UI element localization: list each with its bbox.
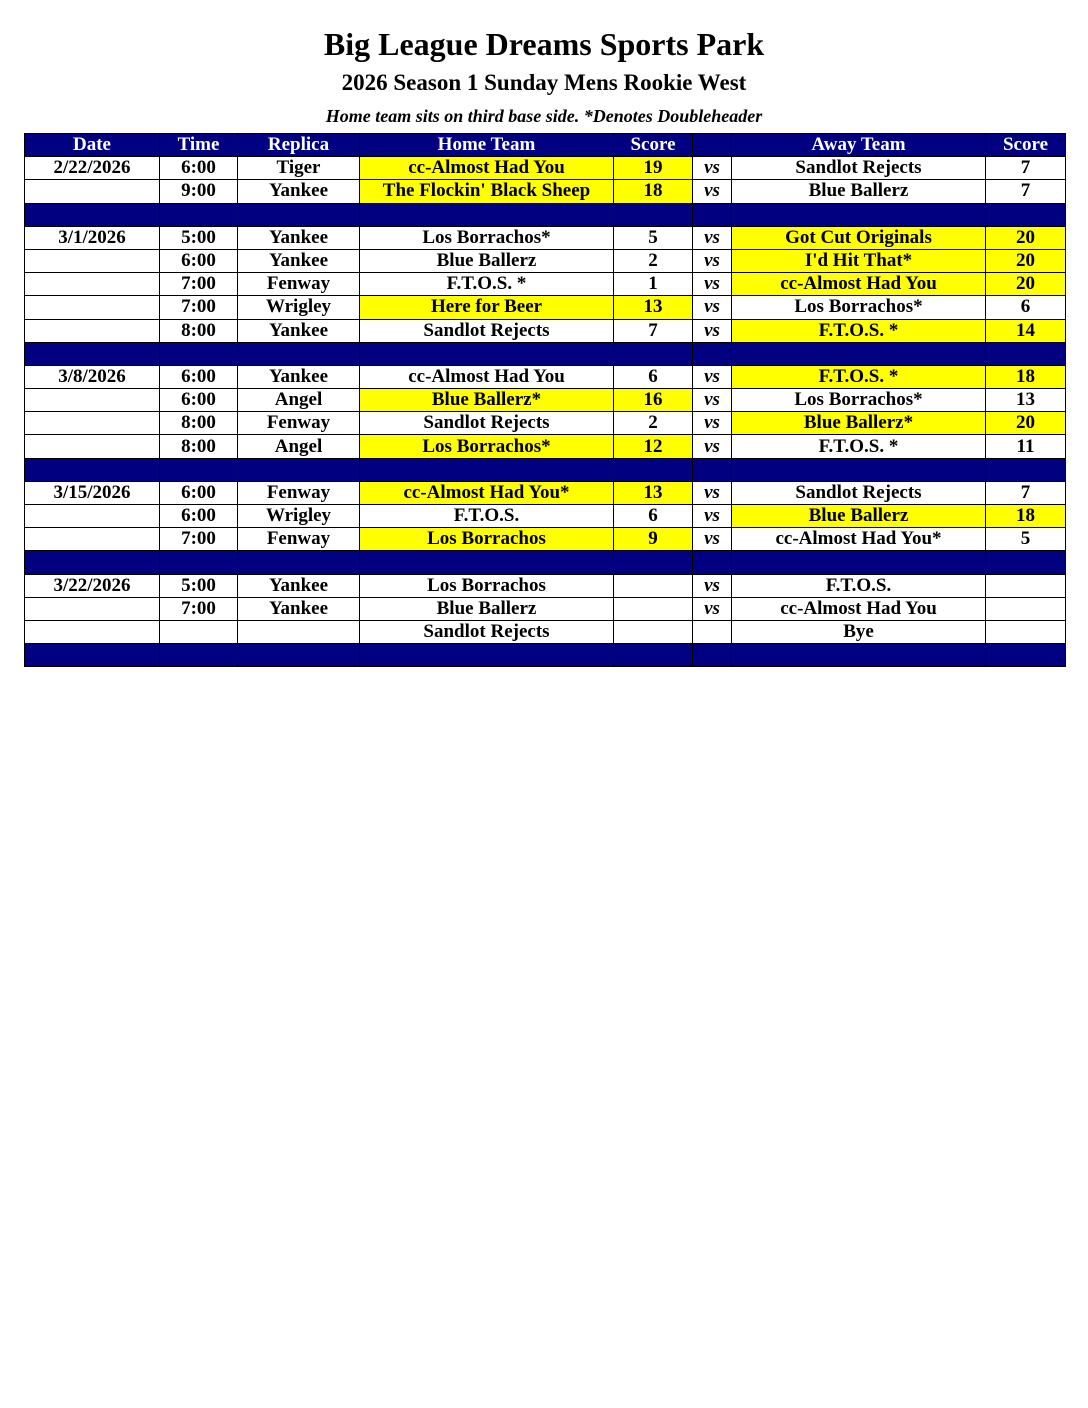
separator-cell — [25, 342, 160, 365]
cell-away-team: Blue Ballerz — [732, 180, 986, 203]
separator-cell — [986, 458, 1066, 481]
cell-home-team: Sandlot Rejects — [360, 319, 614, 342]
separator-cell — [160, 342, 238, 365]
cell-time: 5:00 — [160, 226, 238, 249]
separator-cell — [238, 458, 360, 481]
cell-away-score: 20 — [986, 273, 1066, 296]
cell-replica: Yankee — [238, 597, 360, 620]
game-row — [25, 528, 1066, 551]
game-row — [25, 157, 1066, 180]
separator-cell — [693, 644, 732, 667]
separator-cell — [238, 203, 360, 226]
cell-home-score: 19 — [614, 157, 693, 180]
cell-home-team: Sandlot Rejects — [360, 620, 614, 643]
separator-cell — [160, 458, 238, 481]
cell-away-team: cc-Almost Had You — [732, 273, 986, 296]
cell-away-team: cc-Almost Had You — [732, 597, 986, 620]
separator-cell — [614, 551, 693, 574]
cell-vs: vs — [693, 597, 732, 620]
cell-replica: Fenway — [238, 273, 360, 296]
cell-away-score: 7 — [986, 180, 1066, 203]
header-home-team: Home Team — [360, 134, 614, 157]
cell-home-team: F.T.O.S. * — [360, 273, 614, 296]
separator-cell — [732, 458, 986, 481]
cell-away-score: 11 — [986, 435, 1066, 458]
cell-replica — [238, 620, 360, 643]
header-time: Time — [160, 134, 238, 157]
game-row — [25, 435, 1066, 458]
game-row — [25, 597, 1066, 620]
cell-time: 7:00 — [160, 296, 238, 319]
cell-home-score — [614, 597, 693, 620]
cell-home-score: 12 — [614, 435, 693, 458]
separator-cell — [732, 644, 986, 667]
game-row — [25, 319, 1066, 342]
cell-home-team: cc-Almost Had You — [360, 365, 614, 388]
cell-home-score: 2 — [614, 412, 693, 435]
cell-replica: Yankee — [238, 180, 360, 203]
cell-vs — [693, 620, 732, 643]
separator-row — [25, 342, 1066, 365]
separator-cell — [614, 203, 693, 226]
cell-time: 6:00 — [160, 157, 238, 180]
cell-date: 3/1/2026 — [25, 226, 160, 249]
separator-cell — [693, 458, 732, 481]
cell-replica: Fenway — [238, 528, 360, 551]
header-date: Date — [25, 134, 160, 157]
separator-cell — [160, 644, 238, 667]
cell-away-score — [986, 597, 1066, 620]
header-replica: Replica — [238, 134, 360, 157]
cell-time: 8:00 — [160, 435, 238, 458]
cell-home-team: Blue Ballerz* — [360, 389, 614, 412]
game-row — [25, 226, 1066, 249]
cell-time — [160, 620, 238, 643]
cell-away-score: 7 — [986, 481, 1066, 504]
separator-cell — [614, 458, 693, 481]
cell-date — [25, 273, 160, 296]
cell-away-score: 20 — [986, 226, 1066, 249]
cell-time: 6:00 — [160, 389, 238, 412]
cell-away-team: F.T.O.S. * — [732, 365, 986, 388]
schedule-table — [24, 133, 1066, 667]
separator-cell — [693, 203, 732, 226]
cell-away-team: Blue Ballerz — [732, 505, 986, 528]
cell-home-score: 13 — [614, 296, 693, 319]
cell-home-score: 1 — [614, 273, 693, 296]
cell-away-score: 20 — [986, 249, 1066, 272]
cell-home-team: Los Borrachos — [360, 528, 614, 551]
separator-cell — [238, 342, 360, 365]
page-title: Big League Dreams Sports Park — [323, 26, 765, 62]
separator-cell — [732, 551, 986, 574]
cell-date — [25, 597, 160, 620]
cell-away-team: F.T.O.S. * — [732, 435, 986, 458]
cell-date — [25, 389, 160, 412]
cell-home-score: 16 — [614, 389, 693, 412]
separator-cell — [25, 458, 160, 481]
game-row — [25, 296, 1066, 319]
cell-away-score: 6 — [986, 296, 1066, 319]
cell-home-score: 6 — [614, 365, 693, 388]
cell-replica: Wrigley — [238, 296, 360, 319]
separator-cell — [693, 551, 732, 574]
cell-vs: vs — [693, 249, 732, 272]
cell-away-score — [986, 574, 1066, 597]
cell-vs: vs — [693, 157, 732, 180]
cell-date: 3/22/2026 — [25, 574, 160, 597]
cell-away-score: 18 — [986, 505, 1066, 528]
page-subtitle: 2026 Season 1 Sunday Mens Rookie West — [341, 70, 747, 95]
cell-replica: Yankee — [238, 319, 360, 342]
cell-date — [25, 180, 160, 203]
game-row — [25, 620, 1066, 643]
cell-home-score: 9 — [614, 528, 693, 551]
schedule-note: Home team sits on third base side. *Denotes Doubleheader — [325, 106, 763, 126]
cell-home-score: 5 — [614, 226, 693, 249]
cell-away-team: F.T.O.S. * — [732, 319, 986, 342]
cell-vs: vs — [693, 481, 732, 504]
game-row — [25, 365, 1066, 388]
game-row — [25, 180, 1066, 203]
separator-cell — [732, 342, 986, 365]
cell-date: 3/8/2026 — [25, 365, 160, 388]
cell-replica: Wrigley — [238, 505, 360, 528]
cell-vs: vs — [693, 296, 732, 319]
cell-home-team: Los Borrachos* — [360, 226, 614, 249]
cell-away-team: cc-Almost Had You* — [732, 528, 986, 551]
separator-row — [25, 203, 1066, 226]
cell-home-team: The Flockin' Black Sheep — [360, 180, 614, 203]
cell-vs: vs — [693, 528, 732, 551]
cell-time: 8:00 — [160, 319, 238, 342]
cell-date — [25, 296, 160, 319]
separator-cell — [25, 203, 160, 226]
separator-cell — [238, 644, 360, 667]
cell-time: 6:00 — [160, 481, 238, 504]
game-row — [25, 412, 1066, 435]
game-row — [25, 481, 1066, 504]
cell-away-score: 14 — [986, 319, 1066, 342]
header-row — [25, 134, 1066, 157]
separator-cell — [360, 342, 614, 365]
game-row — [25, 505, 1066, 528]
header-away-score: Score — [986, 134, 1066, 157]
cell-replica: Yankee — [238, 249, 360, 272]
cell-home-team: Los Borrachos* — [360, 435, 614, 458]
separator-cell — [25, 644, 160, 667]
cell-home-score: 13 — [614, 481, 693, 504]
separator-cell — [160, 203, 238, 226]
cell-time: 6:00 — [160, 365, 238, 388]
cell-home-score: 7 — [614, 319, 693, 342]
cell-away-team: Sandlot Rejects — [732, 481, 986, 504]
game-row — [25, 273, 1066, 296]
cell-home-score — [614, 620, 693, 643]
cell-time: 7:00 — [160, 528, 238, 551]
separator-cell — [693, 342, 732, 365]
separator-cell — [986, 203, 1066, 226]
game-row — [25, 389, 1066, 412]
cell-away-team: Sandlot Rejects — [732, 157, 986, 180]
cell-replica: Angel — [238, 435, 360, 458]
cell-replica: Angel — [238, 389, 360, 412]
separator-cell — [614, 342, 693, 365]
separator-row — [25, 458, 1066, 481]
separator-cell — [360, 644, 614, 667]
cell-vs: vs — [693, 365, 732, 388]
cell-vs: vs — [693, 505, 732, 528]
cell-away-score: 13 — [986, 389, 1066, 412]
cell-vs: vs — [693, 412, 732, 435]
game-row — [25, 574, 1066, 597]
cell-vs: vs — [693, 180, 732, 203]
cell-away-team: Los Borrachos* — [732, 296, 986, 319]
cell-date — [25, 528, 160, 551]
cell-vs: vs — [693, 389, 732, 412]
schedule-body — [25, 157, 1066, 667]
cell-vs: vs — [693, 319, 732, 342]
separator-cell — [160, 551, 238, 574]
cell-away-score: 20 — [986, 412, 1066, 435]
separator-cell — [986, 551, 1066, 574]
cell-replica: Fenway — [238, 481, 360, 504]
cell-home-team: Sandlot Rejects — [360, 412, 614, 435]
separator-cell — [614, 644, 693, 667]
separator-cell — [360, 203, 614, 226]
cell-home-team: F.T.O.S. — [360, 505, 614, 528]
cell-date: 2/22/2026 — [25, 157, 160, 180]
cell-vs: vs — [693, 226, 732, 249]
separator-row — [25, 644, 1066, 667]
cell-away-score: 18 — [986, 365, 1066, 388]
cell-home-score: 6 — [614, 505, 693, 528]
cell-vs: vs — [693, 574, 732, 597]
cell-vs: vs — [693, 435, 732, 458]
separator-cell — [360, 551, 614, 574]
header-home-score: Score — [614, 134, 693, 157]
separator-cell — [986, 342, 1066, 365]
cell-replica: Tiger — [238, 157, 360, 180]
header-vs — [693, 134, 732, 157]
cell-date — [25, 505, 160, 528]
cell-date — [25, 412, 160, 435]
separator-cell — [360, 458, 614, 481]
cell-date — [25, 620, 160, 643]
cell-time: 7:00 — [160, 273, 238, 296]
separator-cell — [986, 644, 1066, 667]
cell-home-team: cc-Almost Had You* — [360, 481, 614, 504]
separator-cell — [25, 551, 160, 574]
cell-time: 9:00 — [160, 180, 238, 203]
cell-home-team: Blue Ballerz — [360, 597, 614, 620]
cell-date — [25, 319, 160, 342]
cell-away-team: Blue Ballerz* — [732, 412, 986, 435]
cell-time: 7:00 — [160, 597, 238, 620]
cell-vs: vs — [693, 273, 732, 296]
cell-away-team: Got Cut Originals — [732, 226, 986, 249]
cell-home-score: 18 — [614, 180, 693, 203]
cell-replica: Yankee — [238, 365, 360, 388]
cell-home-team: Here for Beer — [360, 296, 614, 319]
separator-cell — [732, 203, 986, 226]
cell-home-team: Blue Ballerz — [360, 249, 614, 272]
cell-time: 5:00 — [160, 574, 238, 597]
cell-time: 8:00 — [160, 412, 238, 435]
game-row — [25, 249, 1066, 272]
header-away-team: Away Team — [732, 134, 986, 157]
cell-date — [25, 435, 160, 458]
cell-away-score: 5 — [986, 528, 1066, 551]
cell-home-team: Los Borrachos — [360, 574, 614, 597]
cell-home-team: cc-Almost Had You — [360, 157, 614, 180]
cell-away-team: I'd Hit That* — [732, 249, 986, 272]
cell-time: 6:00 — [160, 505, 238, 528]
cell-date: 3/15/2026 — [25, 481, 160, 504]
cell-away-score — [986, 620, 1066, 643]
cell-home-score: 2 — [614, 249, 693, 272]
separator-row — [25, 551, 1066, 574]
cell-replica: Yankee — [238, 574, 360, 597]
cell-away-team: Bye — [732, 620, 986, 643]
cell-away-team: F.T.O.S. — [732, 574, 986, 597]
separator-cell — [238, 551, 360, 574]
cell-away-team: Los Borrachos* — [732, 389, 986, 412]
cell-replica: Fenway — [238, 412, 360, 435]
cell-away-score: 7 — [986, 157, 1066, 180]
cell-date — [25, 249, 160, 272]
cell-home-score — [614, 574, 693, 597]
cell-replica: Yankee — [238, 226, 360, 249]
cell-time: 6:00 — [160, 249, 238, 272]
